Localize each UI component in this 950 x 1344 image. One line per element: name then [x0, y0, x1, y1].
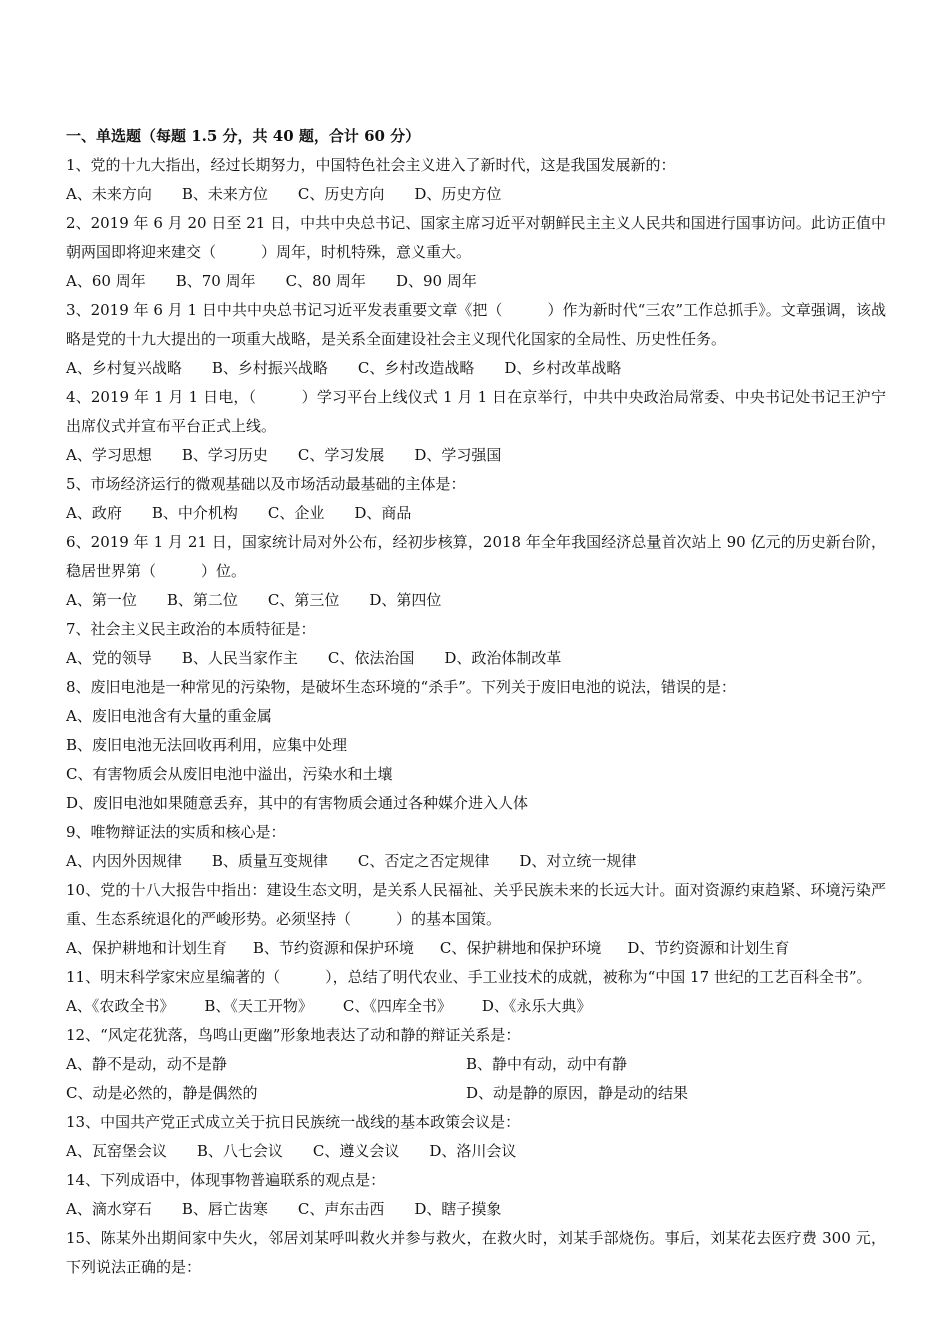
option-b: B、唇亡齿寒	[181, 1200, 268, 1218]
option-a: A、第一位	[66, 591, 137, 609]
option-c: C、第三位	[267, 591, 340, 609]
option-b: B、第二位	[166, 591, 238, 609]
option-d: D、节约资源和计划生育	[627, 939, 790, 957]
question-stem: 1、党的十九大指出，经过长期努力，中国特色社会主义进入了新时代，这是我国发展新的：	[66, 156, 676, 174]
option-c: C、学习发展	[297, 446, 385, 464]
options-row	[66, 180, 886, 209]
option-a: A、60 周年	[66, 272, 146, 290]
option-a: A、静不是动，动不是静	[66, 1055, 227, 1073]
option-c: C、依法治国	[327, 649, 415, 667]
option-c: C、乡村改造战略	[357, 359, 475, 377]
option-c: C、80 周年	[285, 272, 366, 290]
question-stem: 13、中国共产党正式成立关于抗日民族统一战线的基本政策会议是：	[66, 1113, 521, 1131]
option-c: C、声东击西	[297, 1200, 385, 1218]
options-row	[66, 1050, 886, 1079]
option-b: B、学习历史	[181, 446, 268, 464]
question-stem: 12、“风定花犹落，鸟鸣山更幽”形象地表达了动和静的辩证关系是：	[66, 1026, 521, 1044]
option-b: B、人民当家作主	[181, 649, 298, 667]
options-row	[66, 1195, 886, 1224]
question-stem: 3、2019 年 6 月 1 日中共中央总书记习近平发表重要文章《把（ ）作为新时代“三农”工作总抓手》。文章强调，该战略是党的十九大提出的一项重大战略，是关系全面建设社会主义现代化国家的全局性、历史性任务。	[66, 301, 886, 348]
option-a: A、滴水穿石	[66, 1200, 152, 1218]
question-stem: 2、2019 年 6 月 20 日至 21 日，中共中央总书记、国家主席习近平对朝鲜民主主义人民共和国进行国事访问。此访正值中朝两国即将迎来建交（ ）周年，时机特殊，意义重大。	[66, 214, 886, 261]
option-a: A、学习思想	[66, 446, 152, 464]
option-d: D、瞎子摸象	[414, 1200, 502, 1218]
option-b: B、未来方位	[181, 185, 268, 203]
option-b: B、废旧电池无法回收再利用，应集中处理	[66, 736, 348, 754]
question-stem: 8、废旧电池是一种常见的污染物，是破坏生态环境的“杀手”。下列关于废旧电池的说法，错误的是：	[66, 678, 736, 696]
exam-page	[66, 122, 886, 1282]
options-row	[66, 847, 886, 876]
option-a: A、未来方向	[66, 185, 152, 203]
question-stem: 4、2019 年 1 月 1 日电，（ ）学习平台上线仪式 1 月 1 日在京举行，中共中央政治局常委、中央书记处书记王沪宁出席仪式并宣布平台正式上线。	[66, 388, 886, 435]
option-d: D、90 周年	[395, 272, 477, 290]
option-d: D、动是静的原因，静是动的结果	[466, 1084, 689, 1102]
option-b: B、乡村振兴战略	[211, 359, 328, 377]
option-b: B、节约资源和保护环境	[252, 939, 414, 957]
options-row	[66, 1079, 886, 1108]
option-d: D、《永乐大典》	[481, 997, 592, 1015]
option-d: D、历史方位	[414, 185, 502, 203]
question-stem: 10、党的十八大报告中指出：建设生态文明，是关系人民福祉、关乎民族未来的长远大计。面对资源约束趋紧、环境污染严重、生态系统退化的严峻形势。必须坚持（ ）的基本国策。	[66, 881, 886, 928]
options-row	[66, 267, 886, 296]
option-b: B、中介机构	[151, 504, 238, 522]
options-row	[66, 934, 886, 963]
options-row	[66, 1137, 886, 1166]
option-d: D、第四位	[369, 591, 442, 609]
option-b: B、八七会议	[196, 1142, 283, 1160]
option-b: B、质量互变规律	[211, 852, 328, 870]
options-row	[66, 644, 886, 673]
section-title: 一、单选题（每题 1.5 分，共 40 题，合计 60 分）	[66, 127, 421, 145]
options-row	[66, 586, 886, 615]
option-d: D、政治体制改革	[444, 649, 562, 667]
option-a: A、《农政全书》	[66, 997, 175, 1015]
options-row	[66, 499, 886, 528]
option-c: C、否定之否定规律	[357, 852, 490, 870]
question-stem: 9、唯物辩证法的实质和核心是：	[66, 823, 286, 841]
option-c: C、保护耕地和保护环境	[439, 939, 602, 957]
option-c: C、《四库全书》	[342, 997, 452, 1015]
options-row	[66, 441, 886, 470]
option-a: A、政府	[66, 504, 122, 522]
option-d: D、乡村改革战略	[504, 359, 622, 377]
option-d: D、洛川会议	[429, 1142, 517, 1160]
option-b: B、静中有动，动中有静	[466, 1055, 628, 1073]
option-d: D、学习强国	[414, 446, 502, 464]
option-b: B、《天工开物》	[204, 997, 313, 1015]
options-row	[66, 354, 886, 383]
question-stem: 6、2019 年 1 月 21 日，国家统计局对外公布，经初步核算，2018 年全年我国经济总量首次站上 90 亿元的历史新台阶，稳居世界第（ ）位。	[66, 533, 886, 580]
option-d: D、对立统一规律	[519, 852, 637, 870]
question-stem: 7、社会主义民主政治的本质特征是：	[66, 620, 316, 638]
question-stem: 5、市场经济运行的微观基础以及市场活动最基础的主体是：	[66, 475, 466, 493]
question-stem: 11、明末科学家宋应星编著的（ ），总结了明代农业、手工业技术的成就，被称为“中国 17 世纪的工艺百科全书”。	[66, 968, 872, 986]
question-stem: 14、下列成语中，体现事物普遍联系的观点是：	[66, 1171, 386, 1189]
option-a: A、乡村复兴战略	[66, 359, 182, 377]
option-b: B、70 周年	[175, 272, 256, 290]
option-a: A、党的领导	[66, 649, 152, 667]
option-c: C、遵义会议	[312, 1142, 400, 1160]
options-row	[66, 992, 886, 1021]
option-a: A、瓦窑堡会议	[66, 1142, 167, 1160]
option-c: C、动是必然的，静是偶然的	[66, 1084, 258, 1102]
option-c: C、历史方向	[297, 185, 385, 203]
option-c: C、企业	[267, 504, 325, 522]
option-a: A、废旧电池含有大量的重金属	[66, 707, 272, 725]
option-a: A、保护耕地和计划生育	[66, 939, 227, 957]
question-stem: 15、陈某外出期间家中失火，邻居刘某呼叫救火并参与救火，在救火时，刘某手部烧伤。事后，刘某花去医疗费 300 元，下列说法正确的是：	[66, 1229, 886, 1276]
option-d: D、废旧电池如果随意丢弃，其中的有害物质会通过各种媒介进入人体	[66, 794, 529, 812]
option-c: C、有害物质会从废旧电池中溢出，污染水和土壤	[66, 765, 393, 783]
option-d: D、商品	[354, 504, 412, 522]
option-a: A、内因外因规律	[66, 852, 182, 870]
